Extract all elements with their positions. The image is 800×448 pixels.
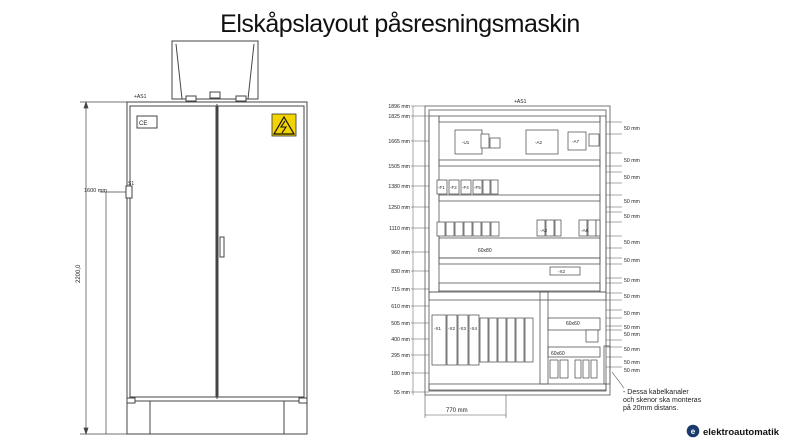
label-x1: -X1: [434, 326, 442, 331]
right-dimension-ticks: [606, 122, 622, 367]
dim-label: 295 mm: [391, 353, 410, 359]
part-br-6: [586, 330, 598, 342]
cabinet-top-hood: [172, 41, 258, 99]
note-line-3: på 20mm distans.: [623, 405, 679, 412]
rail-5: [439, 283, 600, 291]
dim-label: 505 mm: [391, 321, 410, 327]
switch-height-label: 1600 mm: [84, 188, 107, 194]
part-br-5: [591, 360, 597, 378]
hood-latch-left: [186, 96, 196, 101]
rdim-label: 50 mm: [624, 332, 640, 338]
rdim-label: 50 mm: [624, 347, 640, 353]
relay-2: [446, 222, 454, 236]
duct-label-60x60-a: 60x60: [566, 321, 580, 327]
rail-3: [439, 195, 600, 201]
foot-right: [299, 398, 307, 403]
part-br-1: [550, 360, 558, 378]
cabinet-front-view: [126, 41, 307, 434]
hood-latch-right: [236, 96, 246, 101]
label-a3: -A3: [540, 228, 548, 233]
relay-6: [482, 222, 490, 236]
hood-line-left: [176, 44, 182, 99]
component-small-1: [481, 134, 489, 148]
duct-bottom: [429, 384, 606, 390]
rdim-label: 50 mm: [624, 258, 640, 264]
dim-label: 1505 mm: [388, 164, 410, 170]
dim-label: 1825 mm: [388, 114, 410, 120]
total-height-label: 2200,0: [76, 264, 82, 283]
layout-top-label: +AS1: [514, 99, 527, 105]
dim-label: 1896 mm: [388, 104, 410, 110]
label-u1: -U1: [462, 140, 470, 145]
note-line-2: och skenor ska monteras: [623, 397, 702, 404]
label-a8: -A8: [581, 228, 589, 233]
duct-label-60x60-b: 60x60: [551, 351, 565, 357]
label-f1: -F1: [438, 185, 445, 190]
brand-logo-icon: [686, 424, 700, 438]
drive-5: [480, 318, 488, 362]
note-leader-line: [612, 372, 624, 388]
duct-label-80x80: 60x80: [478, 248, 492, 254]
label-a7: -A7: [572, 139, 580, 144]
rdim-label: 50 mm: [624, 214, 640, 220]
label-f5: -F5: [474, 185, 481, 190]
relay-4: [464, 222, 472, 236]
relay-b3: [596, 220, 600, 236]
arrow-down: [84, 428, 88, 434]
rdim-label: 50 mm: [624, 199, 640, 205]
hood-handle: [210, 92, 220, 98]
relay-5: [473, 222, 481, 236]
cabinet-plinth: [127, 401, 307, 434]
right-dimension-labels: [624, 126, 640, 374]
rdim-label: 50 mm: [624, 278, 640, 284]
duct-left-vertical: [429, 116, 439, 292]
hood-line-right: [248, 44, 254, 99]
note-line-1: - Dessa kabelkanaler: [623, 389, 689, 396]
relay-b2: [588, 220, 596, 236]
cabinet-door-right: [218, 106, 304, 397]
rdim-label: 50 mm: [624, 158, 640, 164]
front-dimension-lines: [80, 102, 127, 434]
label-f2: -F2: [450, 185, 457, 190]
rail-1: [439, 116, 600, 122]
side-switch-label: S1: [128, 181, 135, 187]
relay-7: [491, 222, 499, 236]
fuse-5: [483, 180, 490, 194]
relay-1: [437, 222, 445, 236]
label-x3: -X3: [459, 326, 467, 331]
svg-text:e: e: [690, 427, 696, 436]
relay-a2: [546, 220, 554, 236]
dim-label: 830 mm: [391, 269, 410, 275]
label-f4: -F4: [462, 185, 469, 190]
duct-80x80: [439, 238, 600, 258]
mounting-note: [623, 389, 701, 413]
part-br-2: [560, 360, 568, 378]
rdim-label: 50 mm: [624, 126, 640, 132]
fuse-6: [491, 180, 498, 194]
dim-label: 610 mm: [391, 304, 410, 310]
duct-lower-horizontal: [429, 292, 606, 300]
rdim-label: 50 mm: [624, 175, 640, 181]
side-switch: [126, 186, 132, 198]
rail-2: [439, 160, 600, 166]
drive-9: [516, 318, 524, 362]
warning-sign: [272, 114, 296, 136]
duct-right-vertical: [600, 116, 606, 292]
part-br-3: [575, 360, 581, 378]
layout-components: [432, 130, 600, 378]
arrow-up: [84, 102, 88, 108]
relay-a3: [555, 220, 561, 236]
rail-4: [439, 258, 600, 264]
ce-label: CE: [139, 121, 148, 127]
dim-label: 180 mm: [391, 371, 410, 377]
drive-7: [498, 318, 506, 362]
cabinet-door-left: [130, 106, 216, 397]
dim-label: 1380 mm: [388, 184, 410, 190]
door-handle: [220, 237, 224, 257]
relay-3: [455, 222, 463, 236]
dim-label: 960 mm: [391, 250, 410, 256]
left-dimension-ticks: [411, 106, 429, 395]
drive-6: [489, 318, 497, 362]
page-title: Elskåpslayout påsresningsmaskin: [220, 10, 580, 38]
label-a2: -A2: [535, 140, 543, 145]
width-label: 770 mm: [446, 408, 468, 414]
rdim-label: 50 mm: [624, 311, 640, 317]
foot-left: [127, 398, 135, 403]
part-br-4: [583, 360, 589, 378]
rdim-label: 50 mm: [624, 360, 640, 366]
dim-label: 400 mm: [391, 337, 410, 343]
rdim-label: 50 mm: [624, 325, 640, 331]
drive-10: [525, 318, 533, 362]
rdim-label: 50 mm: [624, 368, 640, 374]
drive-3: [458, 315, 468, 365]
dim-label: 1665 mm: [388, 139, 410, 145]
drive-1: [432, 315, 446, 365]
component-small-2: [490, 138, 500, 148]
dim-label: 1250 mm: [388, 205, 410, 211]
drive-2: [447, 315, 457, 365]
duct-lower-vertical: [540, 292, 548, 384]
component-small-3: [589, 134, 599, 146]
drive-4: [469, 315, 479, 365]
label-x4: -X4: [470, 326, 478, 331]
front-top-label: +AS1: [134, 94, 147, 100]
label-x2: -X2: [558, 269, 566, 274]
brand-name: elektroautomatik: [703, 427, 780, 438]
rdim-label: 50 mm: [624, 240, 640, 246]
side-rail-bottom: [604, 346, 610, 384]
dim-label: 715 mm: [391, 287, 410, 293]
left-dimension-labels: [388, 104, 410, 396]
width-dimension: [425, 395, 506, 418]
dim-label: 55 mm: [394, 390, 410, 396]
drive-8: [507, 318, 515, 362]
dim-label: 1110 mm: [389, 226, 410, 232]
rdim-label: 50 mm: [624, 294, 640, 300]
label-x2b: -X2: [448, 326, 456, 331]
